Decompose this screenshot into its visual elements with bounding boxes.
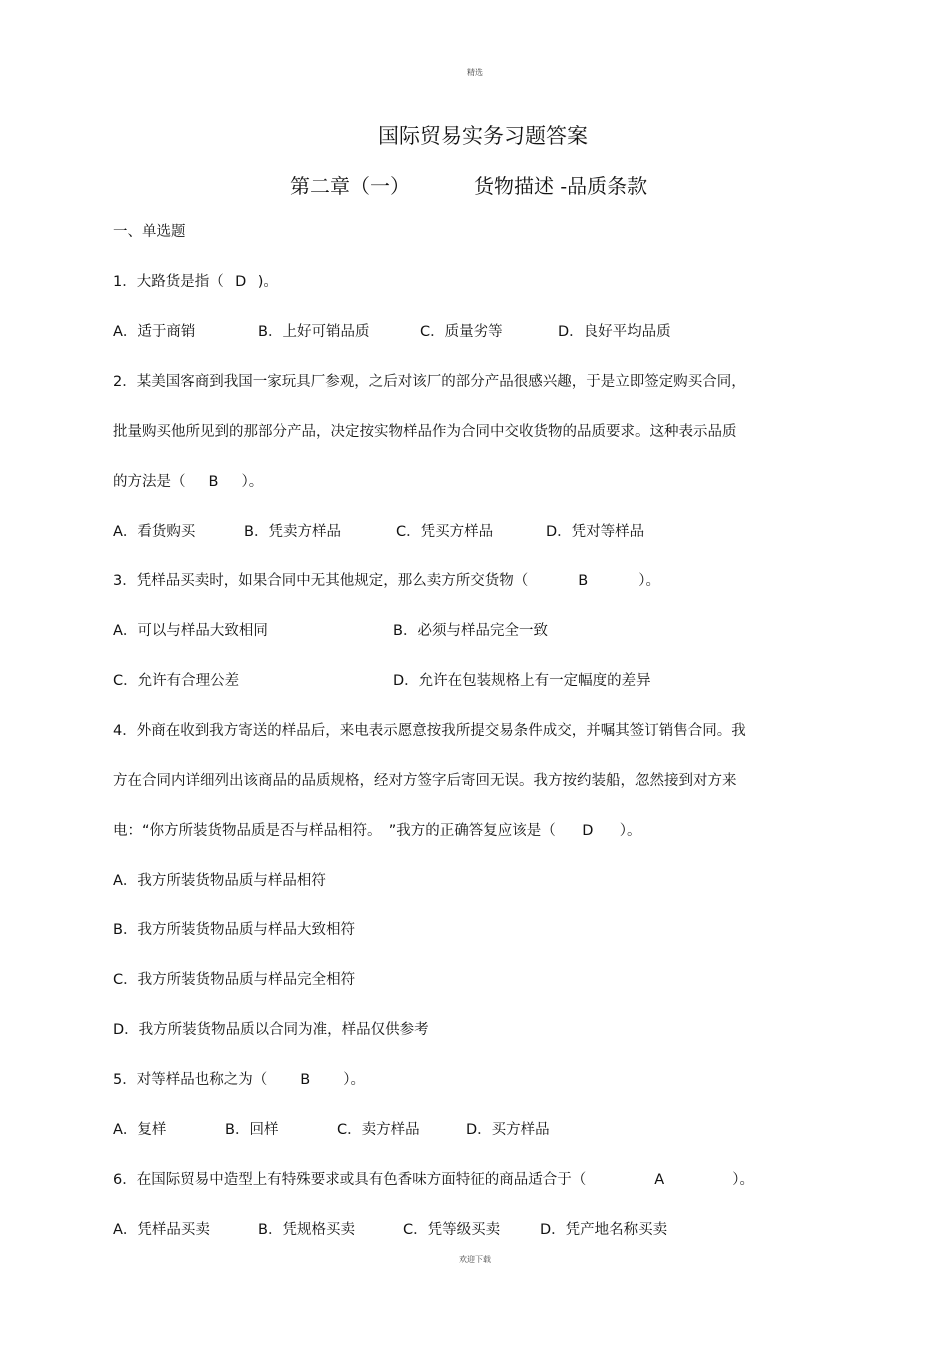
option-b: B．凭规格买卖: [258, 1222, 355, 1238]
answer: D: [582, 823, 594, 839]
option-d: D．凭产地名称买卖: [540, 1222, 668, 1238]
option-c: C．卖方样品: [337, 1122, 420, 1138]
answer: B: [300, 1072, 311, 1088]
option-d: D．允许在包装规格上有一定幅度的差异: [393, 673, 651, 689]
option-b: B．我方所装货物品质与样品大致相符: [113, 922, 355, 938]
question-4-line-1: 4．外商在收到我方寄送的样品后，来电表示愿意按我所提交易条件成交，并嘱其签订销售合同。我: [113, 723, 746, 739]
chapter-label: 第二章（一）: [290, 174, 410, 198]
option-d: D．凭对等样品: [546, 524, 645, 540]
option-a: A．可以与样品大致相同: [113, 623, 268, 639]
answer: B: [578, 573, 589, 589]
question-4-line-3: [113, 821, 642, 841]
option-d: D．良好平均品质: [558, 324, 671, 340]
question-5: [113, 1070, 365, 1090]
option-b: B．上好可销品质: [258, 324, 370, 340]
answer: D: [235, 274, 247, 290]
question-text: 6．在国际贸易中造型上有特殊要求或具有色香味方面特征的商品适合于（: [113, 1172, 587, 1188]
question-text: )。: [257, 274, 278, 290]
answer: A: [654, 1172, 665, 1188]
option-b: B．回样: [225, 1122, 279, 1138]
question-2-line-1: 2．某美国客商到我国一家玩具厂参观，之后对该厂的部分产品很感兴趣，于是立即签定购买合同，: [113, 374, 746, 390]
option-c: C．凭买方样品: [396, 524, 494, 540]
option-a: A．我方所装货物品质与样品相符: [113, 873, 326, 889]
option-a: A．适于商销: [113, 324, 196, 340]
question-2-line-3: [113, 472, 263, 492]
question-6: [113, 1170, 754, 1190]
option-a: A．看货购买: [113, 524, 196, 540]
chapter-subtitle: [290, 170, 647, 199]
question-text: 的方法是（: [113, 474, 186, 490]
option-c: C．质量劣等: [420, 324, 503, 340]
option-c: C．我方所装货物品质与样品完全相符: [113, 972, 356, 988]
question-text: ）。: [638, 573, 660, 589]
question-text: 电：“你方所装货物品质是否与样品相符。 ”我方的正确答复应该是（: [113, 823, 556, 839]
header-mark: 精选: [467, 68, 483, 77]
answer: B: [208, 474, 219, 490]
question-text: 1．大路货是指（: [113, 274, 224, 290]
option-a: A．复样: [113, 1122, 167, 1138]
question-text: ）。: [732, 1172, 754, 1188]
chapter-topic: 货物描述 -品质条款: [474, 174, 648, 198]
question-text: 3．凭样品买卖时，如果合同中无其他规定，那么卖方所交货物（: [113, 573, 529, 589]
option-c: C．允许有合理公差: [113, 673, 240, 689]
question-text: ）。: [343, 1072, 365, 1088]
option-d: D．我方所装货物品质以合同为准，样品仅供参考: [113, 1022, 429, 1038]
question-2-line-2: 批量购买他所见到的那部分产品，决定按实物样品作为合同中交收货物的品质要求。这种表示品质: [113, 424, 737, 440]
option-c: C．凭等级买卖: [403, 1222, 501, 1238]
section-heading: 一、单选题: [113, 224, 186, 240]
question-text: ）。: [619, 823, 642, 839]
question-text: ）。: [241, 474, 264, 490]
question-3: [113, 571, 660, 591]
question-4-line-2: 方在合同内详细列出该商品的品质规格，经对方签字后寄回无误。我方按约装船，忽然接到对方来: [113, 773, 737, 789]
option-b: B．凭卖方样品: [244, 524, 341, 540]
option-d: D．买方样品: [466, 1122, 550, 1138]
question-1: [113, 272, 278, 292]
document-title: 国际贸易实务习题答案: [378, 124, 588, 148]
option-a: A．凭样品买卖: [113, 1222, 210, 1238]
option-b: B．必须与样品完全一致: [393, 623, 548, 639]
question-text: 5．对等样品也称之为（: [113, 1072, 268, 1088]
footer-mark: 欢迎下载: [459, 1255, 491, 1264]
